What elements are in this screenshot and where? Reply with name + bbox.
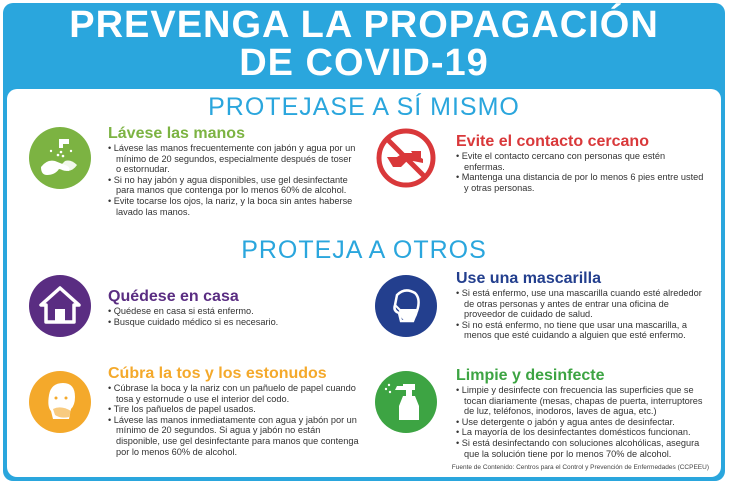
list-item: • Evite el contacto cercano con personas que estén enfermas. [456, 151, 706, 172]
card-home-bullets [108, 306, 358, 327]
list-item: • La mayoría de los desinfectantes domésticos funcionan. [456, 427, 714, 438]
card-wash-bullets [108, 143, 358, 217]
list-item: • Use detergente o jabón y agua antes de desinfectar. [456, 417, 714, 428]
title-banner [3, 3, 725, 85]
list-item: • Si está enfermo, use una mascarilla cuando esté alrededor de otras personas y antes de entrar una oficina de proveedor de cuidado de salud. [456, 288, 708, 320]
card-mask-title: Use una mascarilla [456, 270, 601, 287]
card-contact-bullets [456, 151, 706, 193]
title-line-2: DE COVID-19 [239, 42, 489, 84]
list-item: • Cúbrase la boca y la nariz con un pañuelo de papel cuando tosa y estornude o use el interior del codo. [108, 383, 360, 404]
no-handshake-icon [375, 127, 437, 189]
list-item: • Si no hay jabón y agua disponibles, use gel desinfectante para manos que contenga por lo menos 60% de alcohol. [108, 175, 358, 196]
poster [3, 3, 725, 481]
list-item: • Tire los pañuelos de papel usados. [108, 404, 360, 415]
card-clean-title: Limpie y desinfecte [456, 367, 605, 384]
content-panel [7, 89, 721, 477]
card-cough-bullets [108, 383, 360, 457]
card-home-title: Quédese en casa [108, 288, 239, 305]
cough-icon [29, 371, 91, 433]
list-item: • Lávese las manos inmediatamente con agua y jabón por un mínimo de 20 segundos. Si agua y jabón no están disponible, use gel desinfectante para manos que contenga por lo menos 60% de alcohol. [108, 415, 360, 457]
list-item: • Lávese las manos frecuentemente con jabón y agua por un mínimo de 20 segundos, especialmente después de toser o estornudar. [108, 143, 358, 175]
content-source: Fuente de Contenido: Centros para el Control y Prevención de Enfermedades (CCPEEU) [451, 464, 709, 471]
list-item: • Busque cuidado médico si es necesario. [108, 317, 358, 328]
section-title-others: PROTEJA A OTROS [241, 236, 487, 264]
card-cough-title: Cúbra la tos y los estonudos [108, 365, 327, 382]
hand-washing-icon [29, 127, 91, 189]
house-icon [29, 275, 91, 337]
list-item: • Evite tocarse los ojos, la nariz, y la boca sin antes haberse lavado las manos. [108, 196, 358, 217]
section-title-self: PROTEJASE A SÍ MISMO [208, 93, 520, 121]
card-clean-bullets [456, 385, 714, 459]
list-item: • Quédese en casa si está enfermo. [108, 306, 358, 317]
card-wash-title: Lávese las manos [108, 125, 245, 142]
spray-bottle-icon [375, 371, 437, 433]
title-line-1: PREVENGA LA PROPAGACIÓN [69, 4, 659, 46]
list-item: • Si está desinfectando con soluciones alcohólicas, asegura que la solución tiene por lo menos 70% de alcohol. [456, 438, 714, 459]
list-item: • Mantenga una distancia de por lo menos 6 pies entre usted y otras personas. [456, 172, 706, 193]
list-item: • Si no está enfermo, no tiene que usar una mascarilla, a menos que esté cuidando a alguien que esté enfermo. [456, 320, 708, 341]
card-mask-bullets [456, 288, 708, 341]
list-item: • Limpie y desinfecte con frecuencia las superficies que se tocan diariamente (mesas, chapas de puerta, interruptores de luz, teléfonos, inodoros, laves de agua, etc.) [456, 385, 714, 417]
card-contact-title: Evite el contacto cercano [456, 133, 649, 150]
face-mask-icon [375, 275, 437, 337]
